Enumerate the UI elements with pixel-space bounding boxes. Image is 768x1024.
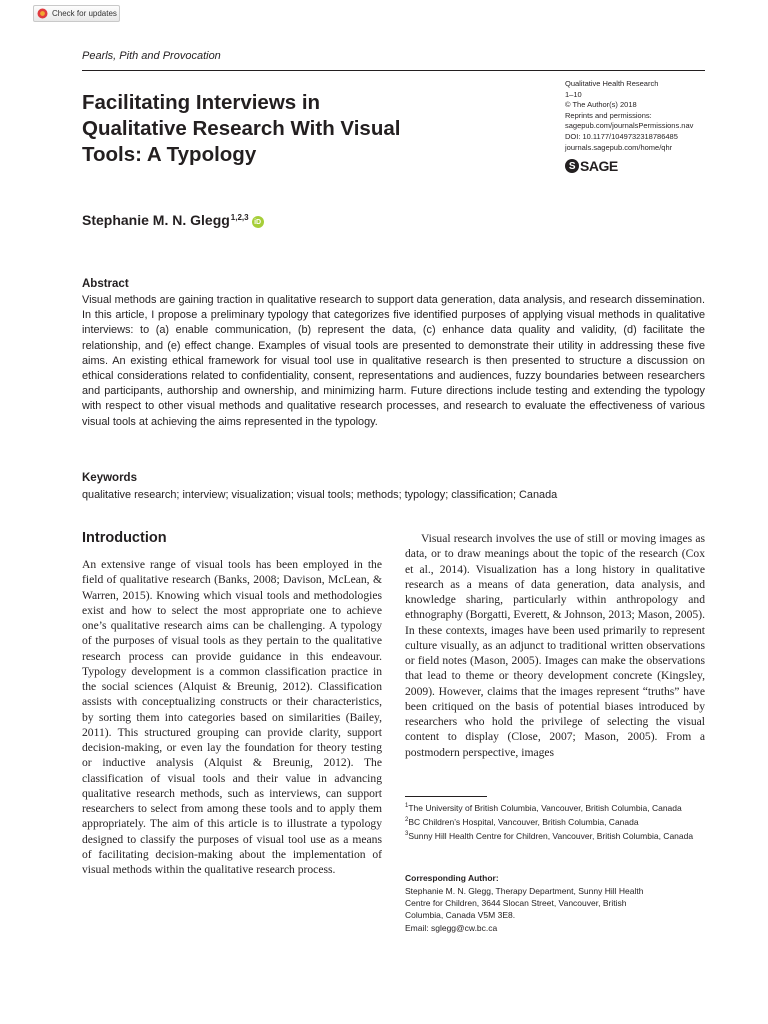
author-affiliation-marks: 1,2,3	[230, 213, 249, 222]
keywords-heading: Keywords	[82, 472, 137, 484]
journal-info	[565, 79, 715, 153]
corresponding-line: Centre for Children, 3644 Slocan Street, Vancouver, British	[405, 898, 627, 909]
introduction-left-column: An extensive range of visual tools has been employed in the field of qualitative research (Banks, 2008; Davison, McLean, & Warren, 2015). Knowing which visual tools and methodologies exist and how to select the most appropriate one to achieve one’s qualitative research aims can be challenging. A typology of the purposes of visual tools as they pertain to the qualitative research process can provide guidance in this endeavour. Typology development is a common classification practice in the social sciences (Alquist & Breunig, 2012). Classification assists with conceptualizing constructs or their characteristics, by sorting them into categories based on similarities (Bailey, 2011). This structured grouping can provide clarity, support decision-making, or even lay the foundation for theory testing or inductive analysis (Alquist & Breunig, 2012). The classification of visual tools and their value in advancing qualitative research methods, such as interviews, can support researchers to select from among these tools and to apply them appropriately. The aim of this article is to illustrate a typology designed to classify the purposes of visual tool use as a means of facilitating decision-making about the implementation of visual methods within the qualitative research process.	[82, 558, 382, 876]
journal-home-link[interactable]: journals.sagepub.com/home/qhr	[565, 142, 673, 152]
corresponding-author-details	[405, 885, 705, 934]
footnote-divider	[405, 796, 487, 797]
header-divider	[82, 70, 705, 71]
permissions-link[interactable]: sagepub.com/journalsPermissions.nav	[565, 121, 694, 131]
corresponding-line: Columbia, Canada V5M 3E8.	[405, 910, 516, 921]
page-range: 1–10	[565, 89, 582, 99]
keywords-text: qualitative research; interview; visualization; visual tools; methods; typology; classification; Canada	[82, 489, 558, 501]
affiliation-item: $^2$BC Children’s Hospital, Vancouver, British Columbia, Canada	[405, 816, 639, 827]
check-for-updates-button[interactable]	[33, 5, 120, 22]
corresponding-email[interactable]: Email: sglegg@cw.bc.ca	[405, 922, 498, 933]
abstract-text: Visual methods are gaining traction in qualitative research to support data generation, data analysis, and research dissemination. In this article, I propose a preliminary typology that categorizes five identified purposes of applying visual methods in qualitative interviews: to (a) enable communication, (b) represent the data, (c) enhance data quality and validity, (d) facilitate the relationship, and (e) effect change. Examples of visual tools are presented to demonstrate their utility in addressing these five aims. An existing ethical framework for visual tool use in qualitative research is then presented to structure a discussion on ethical considerations related to confidentiality, consent, representations and audiences, fuzzy boundaries between researchers and participants, authorship and ownership, and minimizing harm. Future directions include testing and extending the typology with respect to other visual methods and qualitative research processes, and research to evaluate the effectiveness of various visual tools at achieving the aims represented in the typology.	[82, 294, 705, 428]
abstract-heading: Abstract	[82, 278, 129, 290]
reprints-label: Reprints and permissions:	[565, 110, 652, 120]
affiliation-item: $^1$The University of British Columbia, Vancouver, British Columbia, Canada	[405, 802, 682, 813]
introduction-heading: Introduction	[82, 530, 167, 546]
sage-logo	[565, 158, 618, 174]
copyright: © The Author(s) 2018	[565, 100, 637, 110]
author-line	[82, 212, 264, 228]
corresponding-author-heading: Corresponding Author:	[405, 873, 499, 883]
article-title: Facilitating Interviews in Qualitative Research With Visual Tools: A Typology	[82, 91, 401, 166]
introduction-right-column: Visual research involves the use of still or moving images as data, or to draw meanings about the topic of the research (Cox et al., 2014). Visualization has a long history in qualitative research as a means of data generation, data analysis, and knowledge sharing, particularly within anthropology and ethnography (Borgatti, Everett, & Johnson, 2013; Mason, 2005). In these contexts, images have been used primarily to represent culture visually, as an adjunct to traditional written observations or field notes (Mason, 2005). Images can make the observations that lead to theme or theory development concrete (Kingsley, 2009). However, claims that the images represent “truths” have been critiqued on the basis of potential biases introduced by researchers who hold the privilege of selecting the visual content to display (Close, 2007; Mason, 2005). From a postmodern perspective, images	[405, 532, 705, 759]
author-name: Stephanie M. N. Glegg	[82, 212, 230, 228]
journal-name: Qualitative Health Research	[565, 79, 659, 88]
corresponding-line: Stephanie M. N. Glegg, Therapy Department, Sunny Hill Health	[405, 886, 644, 896]
sage-mark-icon: S	[565, 159, 579, 173]
check-for-updates-label: Check for updates	[52, 9, 117, 18]
orcid-icon[interactable]: iD	[252, 216, 264, 228]
affiliation-item: $^3$Sunny Hill Health Centre for Children, Vancouver, British Columbia, Canada	[405, 830, 694, 841]
series-label: Pearls, Pith and Provocation	[82, 50, 221, 62]
doi-link[interactable]: DOI: 10.1177/1049732318786485	[565, 131, 678, 141]
crossmark-icon	[37, 8, 48, 19]
affiliations	[405, 800, 705, 842]
publisher-name: SAGE	[580, 158, 618, 174]
